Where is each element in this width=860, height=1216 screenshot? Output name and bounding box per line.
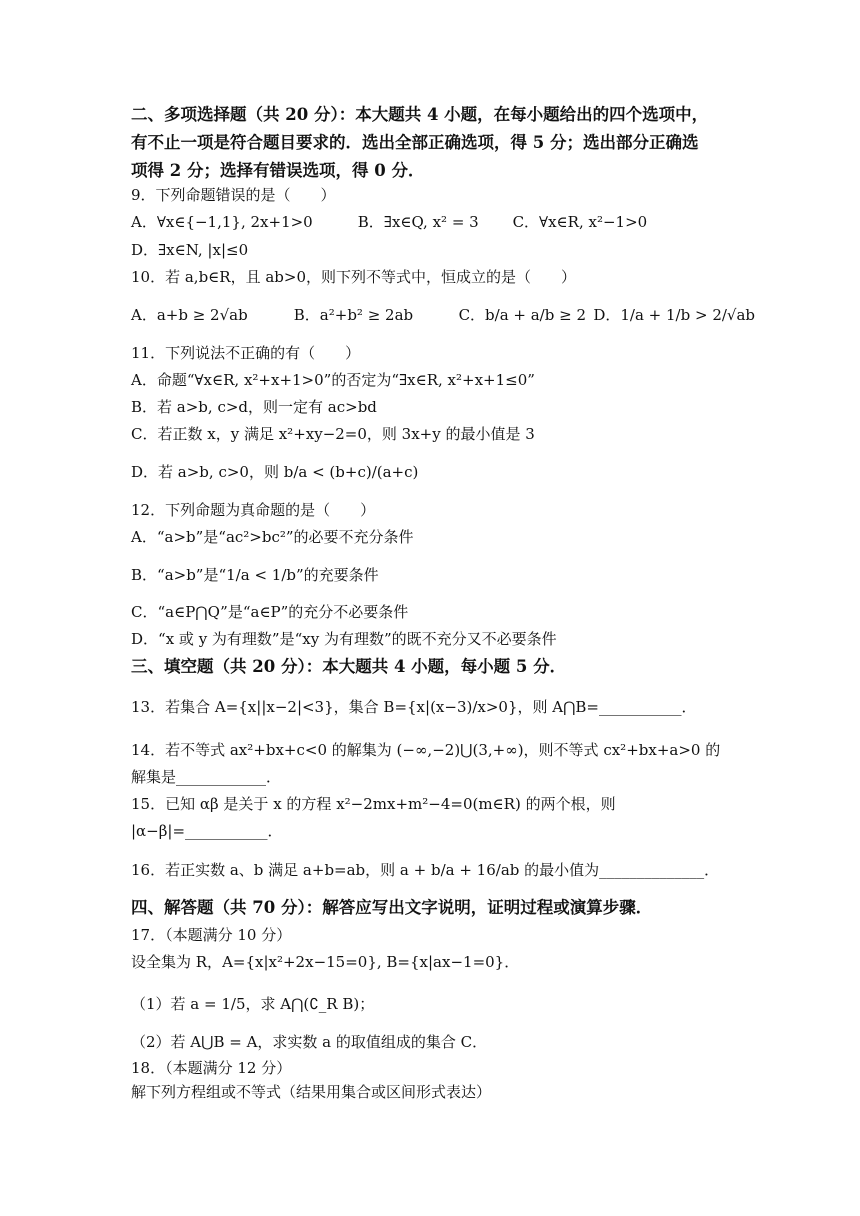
section-three-heading: 三、填空题（共 20 分）：本大题共 4 小题，每小题 5 分． bbox=[131, 657, 567, 676]
section-two-heading-line2: 有不止一项是符合题目要求的．选出全部正确选项，得 5 分；选出部分正确选 bbox=[131, 133, 699, 152]
section-two-heading-line1: 二、多项选择题（共 20 分）：本大题共 4 小题，在每小题给出的四个选项中， bbox=[131, 105, 709, 124]
q12-option-d: D．“x 或 y 为有理数”是“xy 为有理数”的既不充分又不必要条件 bbox=[131, 630, 557, 648]
q12-option-b: B．“a>b”是“1/a < 1/b”的充要条件 bbox=[131, 566, 379, 584]
q14-line1: 14．若不等式 ax²+bx+c<0 的解集为 (−∞,−2)⋃(3,+∞)，则不等式 cx²+bx+a>0 的 bbox=[131, 741, 721, 759]
section-two-heading-line3: 项得 2 分；选择有错误选项，得 0 分． bbox=[131, 161, 425, 180]
q11-option-a: A．命题“∀x∈R, x²+x+1>0”的否定为“∃x∈R, x²+x+1≤0” bbox=[131, 371, 535, 389]
q12-stem: 12．下列命题为真命题的是（ ） bbox=[131, 501, 376, 519]
q9-option-b: B．∃x∈Q, x² = 3 bbox=[357, 213, 479, 231]
q12-option-c: C．“a∈P⋂Q”是“a∈P”的充分不必要条件 bbox=[131, 603, 409, 621]
q18-line1: 解下列方程组或不等式（结果用集合或区间形式表达） bbox=[131, 1083, 492, 1101]
q10-option-b: B．a²+b² ≥ 2ab bbox=[293, 306, 414, 324]
q12-option-a: A．“a>b”是“ac²>bc²”的必要不充分条件 bbox=[131, 528, 414, 546]
q17-line1: 设全集为 R，A={x|x²+2x−15=0}, B={x|ax−1=0}． bbox=[131, 953, 520, 971]
q11-option-b: B．若 a>b, c>d，则一定有 ac>bd bbox=[131, 398, 377, 416]
q10-stem: 10．若 a,b∈R，且 ab>0，则下列不等式中，恒成立的是（ ） bbox=[131, 268, 576, 286]
q11-stem: 11．下列说法不正确的有（ ） bbox=[131, 344, 361, 362]
q9-option-c: C．∀x∈R, x²−1>0 bbox=[512, 213, 648, 231]
q10-option-d: D．1/a + 1/b > 2/√ab bbox=[593, 306, 756, 324]
q18-head: 18．（本题满分 12 分） bbox=[131, 1059, 292, 1077]
q10-options-row bbox=[131, 305, 755, 325]
q15-line1: 15．已知 αβ 是关于 x 的方程 x²−2mx+m²−4=0(m∈R) 的两个根，则 bbox=[131, 795, 616, 813]
q11-option-c: C．若正数 x，y 满足 x²+xy−2=0，则 3x+y 的最小值是 3 bbox=[131, 425, 535, 443]
q9-option-d: D．∃x∈N, |x|≤0 bbox=[131, 241, 249, 259]
q9-options-row bbox=[131, 212, 647, 232]
q17-part1: （1）若 a = 1/5，求 A⋂(∁_R B)； bbox=[131, 995, 375, 1013]
q14-line2: 解集是____________． bbox=[131, 768, 282, 786]
q11-option-d: D．若 a>b, c>0，则 b/a < (b+c)/(a+c) bbox=[131, 463, 419, 481]
q9-option-a: A．∀x∈{−1,1}, 2x+1>0 bbox=[131, 213, 313, 231]
q10-option-c: C．b/a + a/b ≥ 2 bbox=[458, 306, 586, 324]
q10-option-a: A．a+b ≥ 2√ab bbox=[131, 306, 248, 324]
q15-line2: |α−β|=___________． bbox=[131, 822, 283, 840]
section-four-heading: 四、解答题（共 70 分）：解答应写出文字说明，证明过程或演算步骤． bbox=[131, 898, 653, 917]
q17-part2: （2）若 A⋃B = A，求实数 a 的取值组成的集合 C． bbox=[131, 1033, 488, 1051]
q13: 13．若集合 A={x||x−2|<3}，集合 B={x|(x−3)/x>0}，则 A⋂B=___________． bbox=[131, 698, 697, 716]
q17-head: 17．（本题满分 10 分） bbox=[131, 926, 292, 944]
q9-stem: 9．下列命题错误的是（ ） bbox=[131, 186, 336, 204]
q16: 16．若正实数 a、b 满足 a+b=ab，则 a + b/a + 16/ab 的最小值为______________． bbox=[131, 861, 720, 879]
